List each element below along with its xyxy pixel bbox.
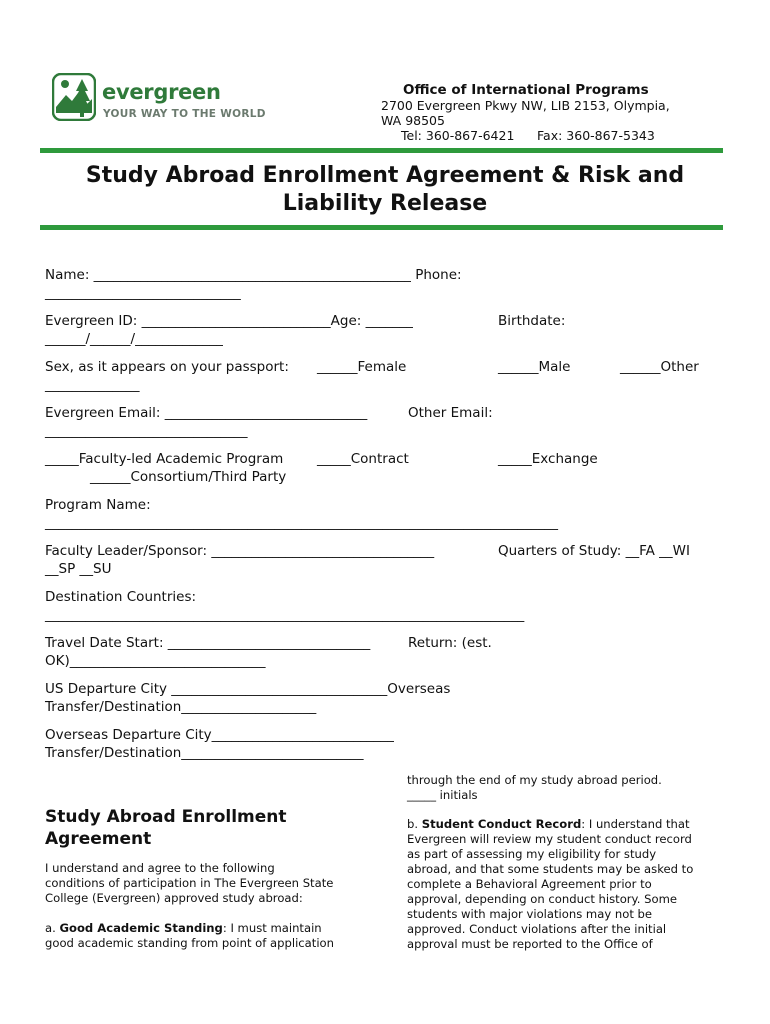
quarters-of-study-cont[interactable]: __SP __SU	[45, 561, 112, 577]
program-type-exchange[interactable]: _____Exchange	[498, 451, 598, 467]
document-title-line-2: Liability Release	[282, 191, 488, 216]
document-title	[40, 162, 730, 218]
clause-b-line-7: students with major violations may not be	[407, 907, 653, 921]
clause-a-label: a.	[45, 921, 60, 935]
agreement-intro-line-1: I understand and agree to the following	[45, 861, 275, 875]
program-type-contract[interactable]: _____Contract	[317, 451, 409, 467]
faculty-leader-field[interactable]: Faculty Leader/Sponsor: _________________________________	[45, 543, 435, 559]
brand-tagline: YOUR WAY TO THE WORLD	[103, 108, 266, 120]
agreement-intro-line-3: College (Evergreen) approved study abroad:	[45, 891, 303, 905]
clause-b-line-5: complete a Behavioral Agreement prior to	[407, 877, 652, 891]
clause-a-line-2: good academic standing from point of application	[45, 936, 334, 950]
evergreen-email-field[interactable]: Evergreen Email: ______________________________	[45, 405, 368, 421]
name-phone-field[interactable]: Name: _______________________________________________ Phone:	[45, 267, 462, 283]
birthdate-label: Birthdate:	[498, 313, 566, 329]
telephone: Tel: 360-867-6421	[401, 128, 515, 143]
return-label: Return: (est.	[408, 635, 492, 651]
document-title-line-1: Study Abroad Enrollment Agreement & Risk and	[85, 163, 685, 188]
birthdate-field[interactable]: ______/______/_____________	[45, 331, 223, 347]
program-name-label: Program Name:	[45, 497, 151, 513]
sex-other-line[interactable]: ______________	[45, 377, 140, 393]
header-divider	[40, 148, 723, 153]
phone-field-line[interactable]: _____________________________	[45, 285, 241, 301]
agreement-intro-line-2: conditions of participation in The Evergreen State	[45, 876, 334, 890]
clause-b-title: Student Conduct Record	[421, 817, 582, 831]
us-departure-field[interactable]: US Departure City ________________________________Overseas	[45, 681, 451, 697]
clause-b-line-1	[407, 817, 690, 832]
sex-male-option[interactable]: ______Male	[498, 359, 571, 375]
clause-a-text: : I must maintain	[222, 921, 322, 935]
agreement-heading-line-2: Agreement	[45, 829, 152, 849]
clause-a-line-1	[45, 921, 322, 936]
sex-other-option[interactable]: ______Other	[620, 359, 699, 375]
overseas-departure-field[interactable]: Overseas Departure City___________________________	[45, 727, 394, 743]
program-type-faculty-led[interactable]: _____Faculty-led Academic Program	[45, 451, 284, 467]
evergreen-logo-icon	[52, 73, 96, 121]
quarters-of-study[interactable]: Quarters of Study: __FA __WI	[498, 543, 690, 559]
fax: Fax: 360-867-5343	[537, 128, 655, 143]
address-line-2: WA 98505	[381, 113, 445, 128]
destination-label: Destination Countries:	[45, 589, 197, 605]
brand-name: evergreen	[102, 80, 221, 104]
agreement-heading-line-1: Study Abroad Enrollment	[45, 807, 287, 827]
travel-start-field[interactable]: Travel Date Start: ______________________________	[45, 635, 371, 651]
destination-field[interactable]: _______________________________________________________________________	[45, 607, 525, 623]
clause-b-line-3: as part of assessing my eligibility for study	[407, 847, 657, 861]
right-col-line-1: through the end of my study abroad period.	[407, 773, 662, 787]
clause-b-line-9: approval must be reported to the Office of	[407, 937, 653, 951]
initials-field[interactable]: _____ initials	[407, 788, 478, 802]
address-line-1: 2700 Evergreen Pkwy NW, LIB 2153, Olympia,	[381, 98, 670, 113]
clause-b-label: b.	[407, 817, 422, 831]
clause-b-line-4: abroad, and that some students may be asked to	[407, 862, 694, 876]
other-email-field[interactable]: ______________________________	[45, 423, 248, 439]
evergreen-id-age-field[interactable]: Evergreen ID: ____________________________Age: _______	[45, 313, 413, 329]
program-name-field[interactable]: ____________________________________________________________________________	[45, 515, 558, 531]
program-type-consortium[interactable]: ______Consortium/Third Party	[90, 469, 287, 485]
clause-b-line-2: Evergreen will review my student conduct record	[407, 832, 692, 846]
overseas-transfer-field[interactable]: Transfer/Destination____________________	[45, 699, 317, 715]
clause-b-line-8: approved. Conduct violations after the initial	[407, 922, 667, 936]
title-divider	[40, 225, 723, 230]
clause-a-title: Good Academic Standing	[59, 921, 223, 935]
other-email-label: Other Email:	[408, 405, 493, 421]
clause-b-text: : I understand that	[581, 817, 690, 831]
overseas-departure-transfer-field[interactable]: Transfer/Destination___________________________	[45, 745, 364, 761]
sex-female-option[interactable]: ______Female	[317, 359, 407, 375]
sex-label: Sex, as it appears on your passport:	[45, 359, 289, 375]
return-field[interactable]: OK)_____________________________	[45, 653, 266, 669]
office-title: Office of International Programs	[403, 82, 649, 98]
clause-b-line-6: approval, depending on conduct history. Some	[407, 892, 678, 906]
